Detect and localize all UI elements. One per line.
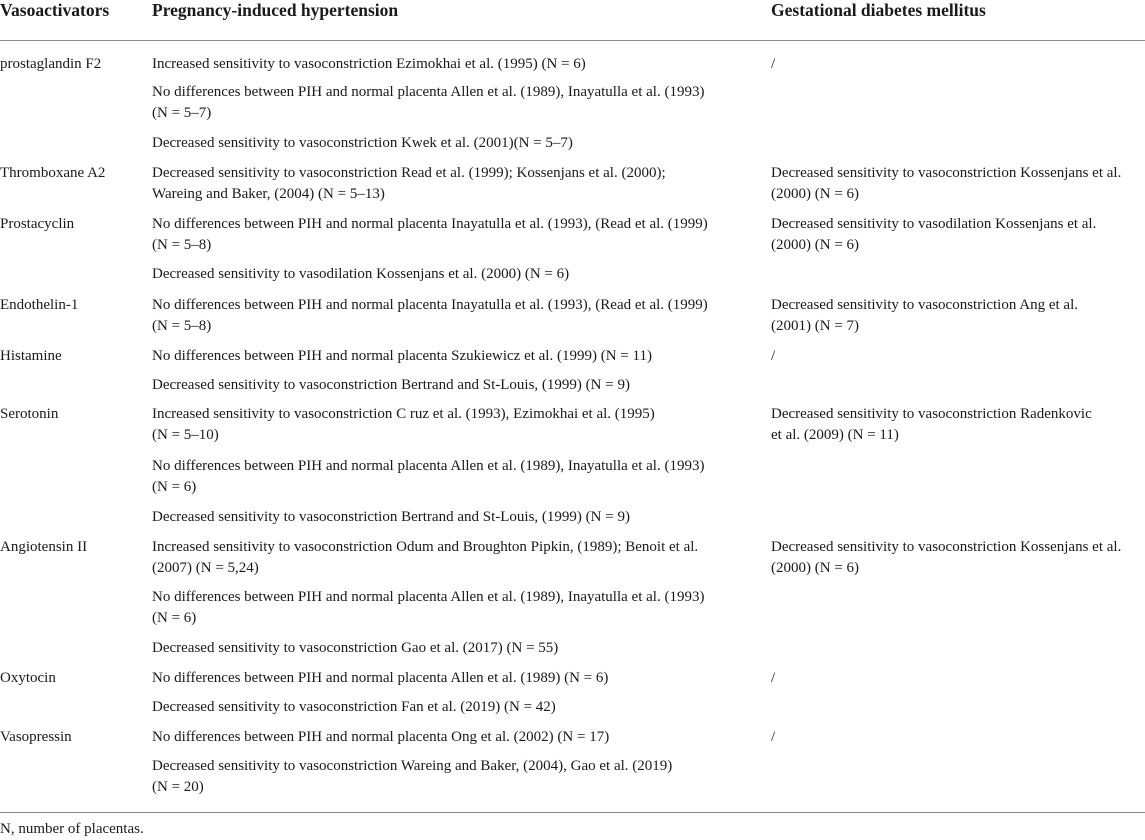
pih-finding-line: No differences between PIH and normal placenta Szukiewicz et al. (1999) (N = 11)	[152, 348, 652, 364]
gdm-finding	[771, 537, 1121, 579]
pih-finding	[152, 638, 558, 659]
vasoactivator-name: Vasopressin	[0, 729, 72, 745]
pih-finding-line: (N = 5–8)	[152, 318, 212, 334]
footnote: N, number of placentas.	[0, 821, 144, 837]
pih-finding-line: (N = 5–7)	[152, 105, 212, 121]
gdm-finding	[771, 54, 775, 75]
pih-finding-line: No differences between PIH and normal placenta Allen et al. (1989), Inayatulla et al. (1993)	[152, 589, 705, 605]
pih-finding-line: (2007) (N = 5,24)	[152, 560, 259, 576]
pih-finding-line: Decreased sensitivity to vasoconstriction Fan et al. (2019) (N = 42)	[152, 699, 556, 715]
vasoactivator-name: prostaglandin F2	[0, 56, 102, 72]
pih-finding	[152, 133, 573, 154]
pih-finding-line: (N = 5–10)	[152, 427, 219, 443]
pih-finding	[152, 54, 586, 75]
header-gestational-diabetes: Gestational diabetes mellitus	[771, 0, 986, 20]
gdm-finding	[771, 295, 1078, 337]
gdm-finding-line: et al. (2009) (N = 11)	[771, 427, 899, 443]
pih-finding-line: Decreased sensitivity to vasoconstriction Bertrand and St-Louis, (1999) (N = 9)	[152, 509, 630, 525]
gdm-finding-line: Decreased sensitivity to vasoconstriction Ang et al.	[771, 297, 1079, 313]
gdm-finding-line: (2001) (N = 7)	[771, 318, 860, 334]
pih-finding-line: No differences between PIH and normal placenta Inayatulla et al. (1993), (Read et al. (1999)	[152, 216, 708, 232]
gdm-finding-line: Decreased sensitivity to vasoconstriction Kossenjans et al.	[771, 539, 1122, 555]
gdm-finding	[771, 214, 1096, 256]
pih-finding-line: No differences between PIH and normal placenta Allen et al. (1989) (N = 6)	[152, 670, 609, 686]
pih-finding-line: Decreased sensitivity to vasoconstriction Wareing and Baker, (2004), Gao et al. (2019)	[152, 758, 673, 774]
pih-finding-line: Decreased sensitivity to vasoconstriction Gao et al. (2017) (N = 55)	[152, 640, 559, 656]
header-rule	[0, 40, 1145, 41]
pih-finding	[152, 214, 708, 256]
pih-finding-line: Decreased sensitivity to vasoconstriction Kwek et al. (2001)(N = 5–7)	[152, 135, 573, 151]
gdm-finding-line: /	[771, 56, 776, 72]
header-pregnancy-induced-hypertension: Pregnancy-induced hypertension	[152, 0, 399, 20]
gdm-finding	[771, 163, 1121, 205]
header-vasoactivators: Vasoactivators	[0, 0, 110, 20]
table-header	[0, 0, 1145, 40]
gdm-finding-line: (2000) (N = 6)	[771, 237, 860, 253]
pih-finding-line: No differences between PIH and normal placenta Allen et al. (1989), Inayatulla et al. (1993)	[152, 84, 705, 100]
vasoactivator-name: Prostacyclin	[0, 216, 75, 232]
pih-finding	[152, 346, 652, 367]
pih-finding	[152, 264, 569, 285]
pih-finding	[152, 537, 698, 579]
gdm-finding	[771, 727, 775, 748]
bottom-rule	[0, 812, 1145, 813]
pih-finding-line: Decreased sensitivity to vasoconstriction Read et al. (1999); Kossenjans et al. (2000);	[152, 165, 666, 181]
pih-finding	[152, 375, 630, 396]
pih-finding-line: Increased sensitivity to vasoconstriction Odum and Broughton Pipkin, (1989); Benoit et al.	[152, 539, 699, 555]
pih-finding-line: Decreased sensitivity to vasodilation Kossenjans et al. (2000) (N = 6)	[152, 266, 570, 282]
gdm-finding-line: (2000) (N = 6)	[771, 560, 860, 576]
pih-finding	[152, 295, 708, 337]
pih-finding	[152, 587, 704, 629]
pih-finding-line: No differences between PIH and normal placenta Allen et al. (1989), Inayatulla et al. (1993)	[152, 458, 705, 474]
gdm-finding	[771, 668, 775, 689]
pih-finding	[152, 697, 556, 718]
pih-finding-line: (N = 20)	[152, 779, 204, 795]
pih-finding	[152, 727, 609, 748]
pih-finding-line: (N = 6)	[152, 479, 197, 495]
pih-finding-line: No differences between PIH and normal placenta Ong et al. (2002) (N = 17)	[152, 729, 610, 745]
vasoactivator-name: Serotonin	[0, 406, 59, 422]
pih-finding-line: Increased sensitivity to vasoconstriction C ruz et al. (1993), Ezimokhai et al. (1995)	[152, 406, 655, 422]
vasoactivator-name: Endothelin-1	[0, 297, 79, 313]
gdm-finding-line: /	[771, 729, 776, 745]
pih-finding	[152, 456, 704, 498]
pih-finding-line: No differences between PIH and normal placenta Inayatulla et al. (1993), (Read et al. (1999)	[152, 297, 708, 313]
gdm-finding-line: /	[771, 348, 776, 364]
pih-finding-line: (N = 5–8)	[152, 237, 212, 253]
gdm-finding	[771, 404, 1092, 446]
vasoactivator-name: Angiotensin II	[0, 539, 88, 555]
pih-finding-line: Wareing and Baker, (2004) (N = 5–13)	[152, 186, 385, 202]
gdm-finding-line: Decreased sensitivity to vasoconstriction Radenkovic	[771, 406, 1092, 422]
pih-finding	[152, 404, 655, 446]
gdm-finding-line: Decreased sensitivity to vasodilation Kossenjans et al.	[771, 216, 1097, 232]
gdm-finding	[771, 346, 775, 367]
pih-finding	[152, 668, 608, 689]
vasoactivator-name: Histamine	[0, 348, 62, 364]
pih-finding-line: Increased sensitivity to vasoconstriction Ezimokhai et al. (1995) (N = 6)	[152, 56, 586, 72]
gdm-finding-line: /	[771, 670, 776, 686]
gdm-finding-line: (2000) (N = 6)	[771, 186, 860, 202]
gdm-finding-line: Decreased sensitivity to vasoconstriction Kossenjans et al.	[771, 165, 1122, 181]
pih-finding-line: Decreased sensitivity to vasoconstriction Bertrand and St-Louis, (1999) (N = 9)	[152, 377, 630, 393]
pih-finding-line: (N = 6)	[152, 610, 197, 626]
pih-finding	[152, 507, 630, 528]
pih-finding	[152, 82, 704, 124]
pih-finding	[152, 163, 666, 205]
pih-finding	[152, 756, 672, 798]
vasoactivator-name: Thromboxane A2	[0, 165, 106, 181]
vasoactivator-name: Oxytocin	[0, 670, 56, 686]
